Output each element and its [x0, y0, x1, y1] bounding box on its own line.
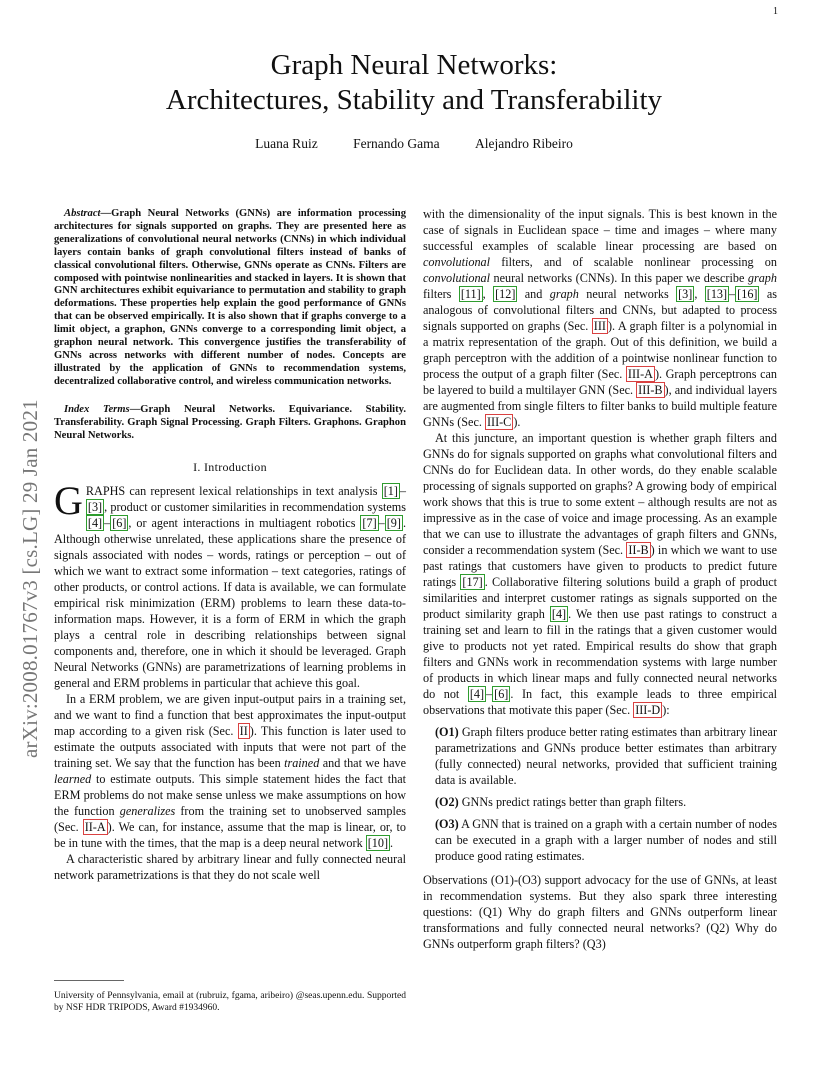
- citation-link[interactable]: [10]: [367, 836, 389, 851]
- body-text: A characteristic shared by arbitrary linear and fully connected neural network parametrizations is that they do not scale well: [54, 852, 406, 883]
- citation-link[interactable]: [11]: [460, 287, 481, 301]
- page-number: 1: [773, 6, 778, 17]
- observation-item: [435, 816, 777, 864]
- citation-link[interactable]: [9]: [386, 516, 401, 531]
- abstract-text: —Graph Neural Networks (GNNs) are information processing architectures for signals supported on graphs. They are presented here as generalizations of convolutional neural networks (CNNs) in which individual layers contain banks of graph convolutional filters instead of banks of classical convolutional filters. Otherwise, GNNs operate as CNNs. Filters are composed with pointwise nonlinearities and stacked in layers. It is shown that GNN architectures exhibit equivariance to permutation and stability to graph deformations. These properties help explain the good performance of GNNs that can be observed empirically. It is also shown that if graphs converge to a limit object, a graphon, GNNs converge to a corresponding limit object, a graphon neural network. This convergence justifies the transferability of GNNs across networks with different number of nodes. Concepts are illustrated by the application of GNNs to recommendation systems, decentralized collaborative control, and wireless communication networks.: [54, 208, 406, 387]
- author-name: Luana Ruiz: [255, 136, 318, 151]
- body-text: –: [729, 287, 736, 301]
- index-terms: [54, 404, 406, 443]
- abstract-label: Abstract: [64, 208, 101, 219]
- observation-text: GNNs predict ratings better than graph filters.: [461, 795, 687, 809]
- body-text: In a ERM problem, we are given input-output pairs in a training set, and we want to find a function that best approximates the input-output map according to a given risk (Sec.: [54, 692, 406, 739]
- emphasis-text: trained: [284, 756, 320, 771]
- citation-link[interactable]: [6]: [494, 687, 509, 701]
- body-text: .: [390, 836, 394, 851]
- footnote: University of Pennsylvania, email at (rubruiz, fgama, aribeiro) @seas.upenn.edu. Supported by NSF HDR TRIPODS, Award #1934960.: [54, 991, 406, 1013]
- emphasis-text: convolutional: [423, 255, 491, 269]
- right-column: [423, 206, 777, 952]
- left-column: [54, 208, 406, 883]
- body-text: –: [399, 484, 406, 499]
- body-text: and: [517, 287, 550, 301]
- section-reference-link[interactable]: III-A: [627, 367, 653, 381]
- author-name: Alejandro Ribeiro: [475, 136, 573, 151]
- body-text: ). We can, for instance, assume that the map is linear, or, to be in tune with the times, that the map is a deep neural network: [54, 820, 406, 851]
- citation-link[interactable]: [4]: [469, 687, 485, 701]
- citation-link[interactable]: [1]: [383, 484, 398, 499]
- body-text: At this juncture, an important question is whether graph filters and GNNs do for signals supported on graphs what convolutional filters and CNNs do for Euclidean data. In other words, do they enable scalable processing of signals supported on graphs? A growing body of empirical work shows that this is true to some extent – although results are not as impressive as in the case of voice and image processing. As an example that we can use to illustrate the advantages of graph filters and GNNs, consider a recommendation system (Sec.: [423, 431, 777, 557]
- citation-link[interactable]: [13]: [706, 287, 728, 301]
- body-text: Observations (O1)-(O3) support advocacy for the use of GNNs, at least in recommendation systems. But they also spark three interesting questions: (Q1) Why do graph filters and GNNs outperform linear transformations and fully connected neural networks? (Q2) Why do GNNs outperform graph filters? (Q3): [423, 873, 777, 951]
- citation-link[interactable]: [3]: [678, 287, 693, 301]
- section-heading: I. Introduction: [193, 460, 267, 475]
- citation-link[interactable]: [3]: [87, 500, 103, 515]
- body-text: ). A graph filter is a polynomial in a matrix representation of the graph. Out of this definition, we build a graph perceptron with the addition of a pointwise nonlinear function to process the output of a graph filter (Sec.: [423, 319, 777, 381]
- body-text: , product or customer similarities in recommendation systems: [104, 500, 406, 515]
- emphasis-text: graph: [747, 271, 777, 285]
- section-reference-link[interactable]: III-B: [638, 383, 663, 397]
- body-text: ,: [482, 287, 494, 301]
- body-text: –: [378, 516, 385, 531]
- section-reference-link[interactable]: III-D: [635, 703, 661, 717]
- body-text: ,: [694, 287, 705, 301]
- citation-link[interactable]: [4]: [551, 607, 567, 621]
- body-text: filters, and of scalable nonlinear processing on: [490, 255, 777, 269]
- section-reference-link[interactable]: II-B: [628, 543, 649, 557]
- emphasis-text: generalizes: [119, 804, 176, 819]
- body-text: RAPHS can represent lexical relationships in text analysis: [85, 484, 382, 499]
- body-text: neural networks: [578, 287, 677, 301]
- index-terms-text: —Graph Neural Networks. Equivariance. Stability. Transferability. Graph Signal Processing. Graph Filters. Graphons. Graphon Neural Networks.: [54, 403, 406, 441]
- citation-link[interactable]: [6]: [112, 516, 127, 531]
- observation-text: A GNN that is trained on a graph with a certain number of nodes can be executed in a graph with a larger number of nodes and still produce good rating estimates.: [435, 817, 777, 863]
- author-name: Fernando Gama: [353, 136, 440, 151]
- body-text: . We then use past ratings to construct a training set and learn to fill in the ratings that a given customer would give to products not yet rated. Empirical results do show that graph filters and GNNs work in recommendation systems with large number of products in which linear maps and fully connected neural networks do not: [423, 607, 777, 701]
- citation-link[interactable]: [12]: [495, 287, 516, 301]
- section-reference-link[interactable]: II-A: [84, 820, 106, 835]
- body-text: –: [104, 516, 111, 531]
- body-text: ):: [662, 703, 670, 717]
- body-text: filters: [423, 287, 459, 301]
- author-list: [0, 136, 828, 152]
- index-terms-label: Index Terms: [64, 403, 130, 415]
- citation-link[interactable]: [16]: [737, 287, 758, 301]
- intro-paragraph: [54, 691, 406, 851]
- body-text: , or agent interactions in multiagent robotics: [128, 516, 361, 531]
- body-text: ) in which we want to use past ratings that customers have given to products to predict future ratings: [423, 543, 777, 589]
- body-text: neural networks (CNNs). In this paper we describe: [490, 271, 748, 285]
- body-text: and that we have: [319, 756, 406, 771]
- section-reference-link[interactable]: III-C: [486, 415, 512, 429]
- body-text: from the training set to unobserved samples (Sec.: [54, 804, 406, 835]
- drop-cap: G: [54, 478, 83, 524]
- emphasis-text: learned: [54, 772, 92, 787]
- emphasis-text: convolutional: [423, 271, 491, 285]
- abstract: [54, 208, 406, 389]
- footnote-rule: [54, 980, 124, 981]
- body-text: . In fact, this example leads to three empirical observations that motivate this paper (Sec.: [423, 687, 777, 717]
- body-text: ). This function is later used to estimate the outputs associated with inputs that were not part of the training set. We say that the function has been: [54, 724, 407, 771]
- observation-label: (O1): [435, 725, 459, 739]
- paper-title-line-1: Graph Neural Networks:: [270, 49, 558, 81]
- intro-paragraph: [54, 851, 406, 883]
- emphasis-text: graph: [549, 287, 579, 301]
- citation-link[interactable]: [4]: [87, 516, 103, 531]
- observation-item: [435, 724, 777, 788]
- body-text: –: [486, 687, 493, 701]
- title-block: [0, 48, 828, 152]
- section-reference-link[interactable]: II: [239, 724, 248, 739]
- body-text: ). Graph perceptrons can be layered to build a multilayer GNN (Sec.: [423, 367, 777, 397]
- body-text: to estimate outputs. This simple statement hides the fact that ERM problems do not make sense unless we make assumptions on how the function: [54, 772, 406, 819]
- body-text: ).: [513, 415, 521, 429]
- section-reference-link[interactable]: III: [593, 319, 606, 333]
- observation-text: Graph filters produce better rating estimates than arbitrary linear parametrizations and GNNs produce better estimates than arbitrary (fully connected) neural networks, provided that sufficient training data is available.: [435, 725, 777, 787]
- intro-paragraph: [54, 478, 406, 691]
- body-paragraph: [423, 430, 777, 718]
- body-paragraph: [423, 206, 777, 430]
- observation-label: (O2): [435, 795, 459, 809]
- citation-link[interactable]: [7]: [362, 516, 377, 531]
- arxiv-stamp: arXiv:2008.01767v3 [cs.LG] 29 Jan 2021: [18, 399, 42, 758]
- observation-label: (O3): [435, 817, 459, 831]
- body-text: . Collaborative filtering solutions build a graph of product similarities and interpret customer ratings as signals supported on the product similarity graph: [423, 575, 777, 621]
- body-text: with the dimensionality of the input signals. This is best known in the case of signals in Euclidean space – time and images – where many successful examples of scalable linear processing are based on: [423, 207, 777, 253]
- observation-item: [435, 794, 777, 810]
- body-text: as analogous of convolutional filters and CNNs, but adapted to process signals supported on graphs (Sec.: [423, 287, 778, 333]
- paper-title-line-2: Architectures, Stability and Transferability: [165, 84, 663, 116]
- body-paragraph: [423, 872, 777, 952]
- citation-link[interactable]: [17]: [462, 575, 483, 589]
- body-text: . Although otherwise unrelated, these applications share the presence of signals associated with nodes – words, ratings or perception – out of which we want to extract some information – text categories, ratings of other products, or control actions. If data is available, we can formulate empirical risk minimization (ERM) problems to learn these data-to-information maps. However, it is a form of ERM in which the graph plays a central role in describing relationships between signal components and, therefore, one in which it should be leveraged. Graph Neural Networks (GNNs) are parametrizations of learning problems in general and ERM problems in particular that achieve this goal.: [54, 516, 406, 691]
- body-text: ), and individual layers are augmented from single filters to filter banks to build multiple feature GNNs (Sec.: [423, 383, 777, 429]
